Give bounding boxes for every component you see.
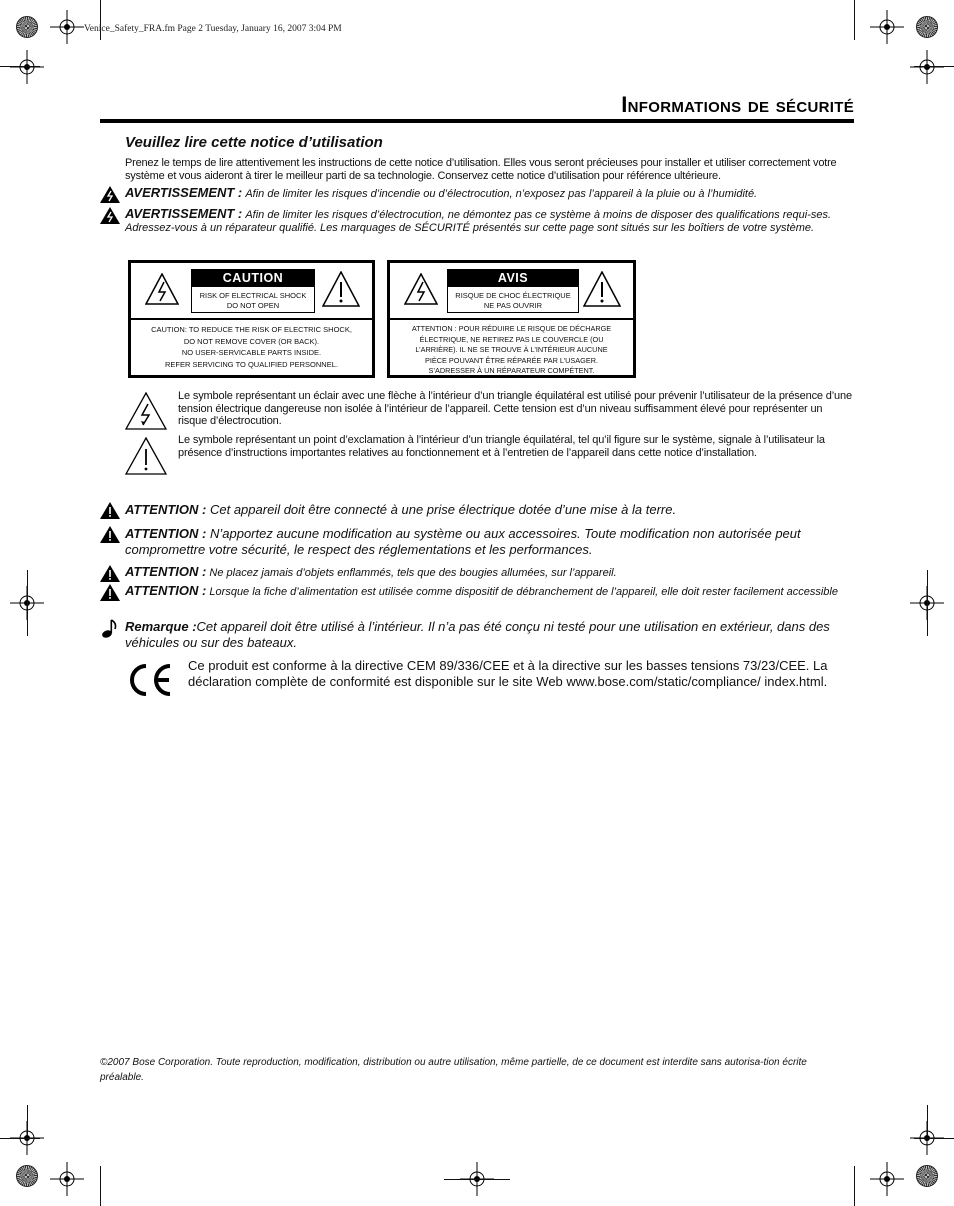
caution-label — [128, 260, 375, 378]
warning-exclamation-icon — [100, 526, 120, 543]
color-registration-wheel-icon — [16, 1165, 38, 1187]
warning-text: Afin de limiter les risques d’électrocution, ne démontez pas ce système à moins de disposer des qualifications requi-ses. Adressez-vous à un réparateur qualifié. Les marquages de SÉCURITÉ présentés sur cette page sont situés sur les boîtiers de votre système. — [125, 209, 832, 234]
attention-text: Ne placez jamais d’objets enflammés, tels que des bougies allumées, sur l’appareil. — [209, 567, 617, 579]
warning-2 — [100, 207, 855, 235]
copyright-footer: ©2007 Bose Corporation. Toute reproduction, modification, distribution ou autre utilisation, même partielle, de ce document est interdite sans autorisa-tion écrite préalable. — [100, 1057, 807, 1083]
attention-lead: ATTENTION : — [125, 502, 207, 517]
warning-1 — [100, 186, 855, 201]
caution-shock-text: RISK OF ELECTRICAL SHOCK DO NOT OPEN — [191, 287, 315, 313]
music-note-icon — [100, 619, 118, 639]
crosshair-mark-icon — [870, 1162, 904, 1196]
exclamation-triangle-icon — [322, 271, 360, 307]
attention-2 — [100, 526, 855, 558]
attention-3 — [100, 565, 855, 580]
avis-banner: AVIS — [447, 269, 579, 287]
attention-lead: ATTENTION : — [125, 564, 207, 579]
attention-text: N’apportez aucune modification au système ou aux accessoires. Toute modification non autorisée peut compromettre votre sécurité, le respect des réglementations et les performances. — [125, 526, 801, 557]
remarque-note — [100, 619, 855, 651]
lightning-triangle-icon — [145, 273, 179, 305]
avis-label — [387, 260, 636, 378]
section-subheading: Veuillez lire cette notice d’utilisation — [125, 134, 383, 151]
intro-paragraph: Prenez le temps de lire attentivement les instructions de cette notice d’utilisation. Elles vous seront précieuses pour installer et utiliser correctement votre système et vous aideront à tirer le meilleur parti de sa technologie. Conservez cette notice d’utilisation pour référence ultérieure. — [125, 157, 837, 182]
page-title: Informations de sécurité — [621, 92, 854, 117]
remarque-lead: Remarque : — [125, 619, 197, 634]
warning-exclamation-icon — [100, 565, 120, 582]
crosshair-mark-icon — [50, 10, 84, 44]
exclamation-symbol-description: Le symbole représentant un point d’exclamation à l’intérieur d’un triangle équilatéral, tel qu’il figure sur le système, signale à l’utilisateur la présence d’instructions importantes relatives au fonctionnement et à l’entretien de l’appareil dans cette notice d’installation. — [178, 434, 825, 459]
warning-exclamation-icon — [100, 584, 120, 601]
warning-lightning-icon — [100, 207, 120, 224]
crosshair-mark-icon — [50, 1162, 84, 1196]
warning-lead: AVERTISSEMENT : — [125, 185, 243, 200]
lightning-triangle-icon — [125, 392, 167, 430]
caution-body-text: CAUTION: TO REDUCE THE RISK OF ELECTRIC SHOCK, DO NOT REMOVE COVER (OR BACK). NO USER-SERVICABLE PARTS INSIDE. REFER SERVICING TO QUALIFIED PERSONNEL. — [151, 325, 352, 369]
print-header: Venice_Safety_FRA.fm Page 2 Tuesday, January 16, 2007 3:04 PM — [84, 24, 342, 34]
attention-text: Cet appareil doit être connecté à une prise électrique dotée d’une mise à la terre. — [209, 502, 677, 517]
title-rule — [100, 119, 854, 123]
remarque-text: Cet appareil doit être utilisé à l’intérieur. Il n’a pas été conçu ni testé pour une utilisation en extérieur, dans des véhicules ou sur des bateaux. — [125, 619, 830, 650]
warning-text: Afin de limiter les risques d’incendie ou d’électrocution, n’exposez pas l’appareil à la pluie ou à l’humidité. — [245, 188, 758, 200]
warning-lead: AVERTISSEMENT : — [125, 206, 243, 221]
exclamation-triangle-icon — [125, 437, 167, 475]
warning-exclamation-icon — [100, 502, 120, 519]
exclamation-triangle-icon — [583, 271, 621, 307]
lightning-symbol-description: Le symbole représentant un éclair avec une flèche à l’intérieur d’un triangle équilatéral est utilisé pour prévenir l’utilisateur de la présence d’une tension électrique dangereuse non isolée à l’intérieur de l’appareil. Cette tension est d’un niveau suffisamment élevé pour représenter un risque d’électrocution. — [178, 390, 852, 427]
lightning-triangle-icon — [404, 273, 438, 305]
attention-4 — [100, 584, 855, 599]
avis-body-text: ATTENTION : POUR RÉDUIRE LE RISQUE DE DÉCHARGE ÉLECTRIQUE, NE RETIREZ PAS LE COUVERCLE (OU L’ARRIÈRE). IL NE SE TROUVE À L’INTÉRIEUR AUCUNE PIÈCE POUVANT ÊTRE RÉPARÉE PAR L’USAGER. S’ADRESSER À UN RÉPARATEUR COMPÉTENT. — [411, 324, 612, 375]
warning-lightning-icon — [100, 186, 120, 203]
ce-compliance-text: Ce produit est conforme à la directive CEM 89/336/CEE et à la directive sur les basses tensions 73/23/CEE. La déclaration complète de conformité est disponible sur le site Web www.bose.com/static/compliance/ index.html. — [188, 658, 828, 689]
attention-1 — [100, 502, 855, 518]
color-registration-wheel-icon — [916, 16, 938, 38]
crosshair-mark-icon — [910, 50, 944, 84]
attention-lead: ATTENTION : — [125, 526, 207, 541]
crosshair-mark-icon — [870, 10, 904, 44]
caution-banner: CAUTION — [191, 269, 315, 287]
ce-mark-icon — [126, 662, 174, 698]
attention-text: Lorsque la fiche d’alimentation est utilisée comme dispositif de débranchement de l’appareil, elle doit rester facilement accessible — [209, 586, 838, 598]
avis-shock-text: RISQUE DE CHOC ÉLECTRIQUE NE PAS OUVRIR — [447, 287, 579, 313]
color-registration-wheel-icon — [916, 1165, 938, 1187]
color-registration-wheel-icon — [16, 16, 38, 38]
crosshair-mark-icon — [10, 50, 44, 84]
attention-lead: ATTENTION : — [125, 583, 207, 598]
